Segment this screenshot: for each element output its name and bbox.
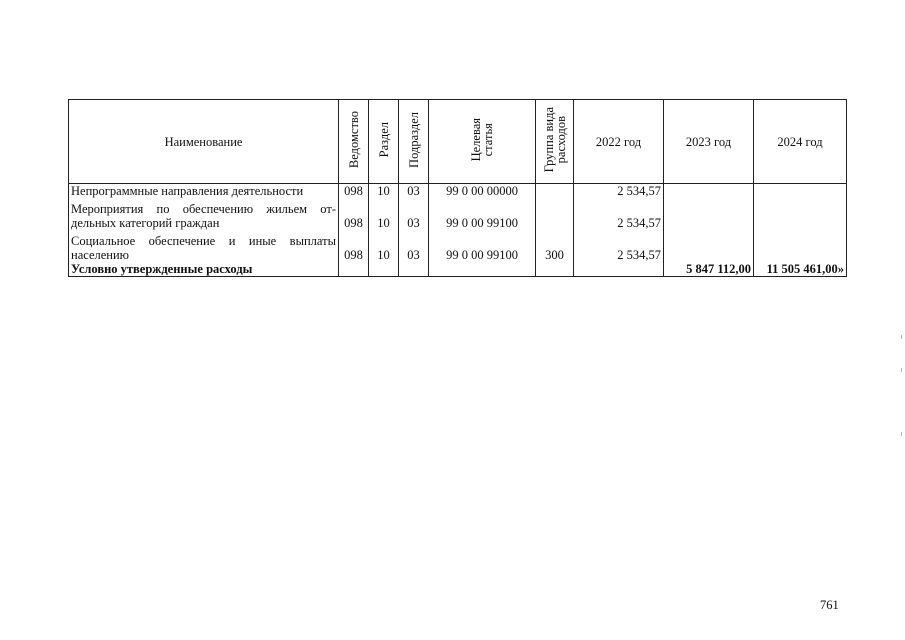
- table-header-row: [69, 100, 847, 184]
- row-podrazdel: 03: [399, 184, 429, 199]
- budget-table: [68, 99, 847, 277]
- row-razdel: 10: [369, 184, 399, 199]
- row-2022: 2 534,57: [574, 230, 664, 262]
- row-gruppa-vida: [536, 262, 574, 277]
- row-razdel: 10: [369, 230, 399, 262]
- row-2024: [754, 198, 847, 230]
- header-2024: 2024 год: [754, 100, 847, 184]
- row-razdel: 10: [369, 198, 399, 230]
- header-gruppa-vida-rashodov: Группа вида расходов: [536, 100, 574, 184]
- header-podrazdel: Подраздел: [399, 100, 429, 184]
- table-row-total: [69, 262, 847, 277]
- header-2022: 2022 год: [574, 100, 664, 184]
- page-number: 761: [820, 598, 839, 612]
- header-name: Наименование: [69, 100, 339, 184]
- row-2023: [664, 198, 754, 230]
- scan-edge-mark: [901, 432, 902, 436]
- row-celevaya-statya: 99 0 00 99100: [429, 198, 536, 230]
- scan-edge-mark: [901, 335, 902, 339]
- row-2024: 11 505 461,00»: [754, 262, 847, 277]
- row-2024: [754, 184, 847, 199]
- row-2022: 2 534,57: [574, 184, 664, 199]
- header-celevaya-statya: Целевая статья: [429, 100, 536, 184]
- row-celevaya-statya: 99 0 00 99100: [429, 230, 536, 262]
- row-podrazdel: [399, 262, 429, 277]
- table-row: [69, 184, 847, 199]
- row-vedomstvo: [339, 262, 369, 277]
- table-row: [69, 230, 847, 262]
- header-2023: 2023 год: [664, 100, 754, 184]
- row-gruppa-vida: [536, 184, 574, 199]
- row-2022: [574, 262, 664, 277]
- row-name: Социальное обеспечение и иные выплаты населению: [69, 230, 339, 262]
- row-name: Мероприятия по обеспечению жильем от-дельных категорий граждан: [69, 198, 339, 230]
- row-gruppa-vida: [536, 198, 574, 230]
- row-2022: 2 534,57: [574, 198, 664, 230]
- header-vedomstvo: Ведомство: [339, 100, 369, 184]
- row-name: Условно утвержденные расходы: [69, 262, 339, 277]
- row-2023: [664, 230, 754, 262]
- header-razdel: Раздел: [369, 100, 399, 184]
- scan-edge-mark: [901, 368, 902, 372]
- row-2023: 5 847 112,00: [664, 262, 754, 277]
- table-row: [69, 198, 847, 230]
- row-gruppa-vida: 300: [536, 230, 574, 262]
- row-vedomstvo: 098: [339, 230, 369, 262]
- row-2023: [664, 184, 754, 199]
- row-podrazdel: 03: [399, 230, 429, 262]
- row-vedomstvo: 098: [339, 198, 369, 230]
- row-celevaya-statya: 99 0 00 00000: [429, 184, 536, 199]
- row-celevaya-statya: [429, 262, 536, 277]
- row-vedomstvo: 098: [339, 184, 369, 199]
- row-2024: [754, 230, 847, 262]
- row-razdel: [369, 262, 399, 277]
- row-name: Непрограммные направления деятельности: [69, 184, 339, 199]
- row-podrazdel: 03: [399, 198, 429, 230]
